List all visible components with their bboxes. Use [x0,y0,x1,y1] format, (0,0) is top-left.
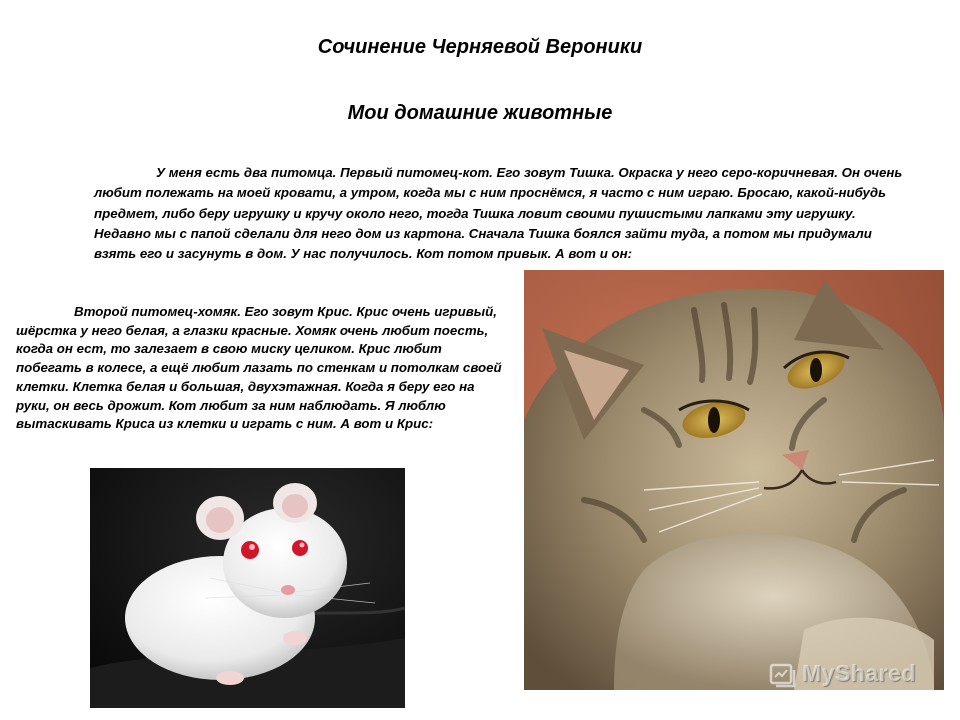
hamster-illustration [90,468,405,708]
cat-illustration [524,270,944,690]
watermark-logo-icon [768,660,798,690]
cat-photo [524,270,944,690]
document-subtitle: Мои домашние животные [347,102,613,124]
hamster-photo [90,468,405,708]
watermark [768,658,928,694]
document-title: Сочинение Черняевой Вероники [317,36,643,58]
paragraph-hamster: Второй питомец-хомяк. Его зовут Крис. Крис очень игривый, шёрстка у него белая, а глазки красные. Хомяк очень любит поесть, когда он ест, то залезает в свою миску целиком. Крис любит побегать в колесе, а ещё любит лазать по стенкам и потолкам своей клетки. Клетка белая и большая, двухэтажная. Когда я беру его на руки, он весь дрожит. Кот любит за ним наблюдать. Я люблю вытаскивать Криса из клетки и играть с ним. А вот и Крис: [16,304,502,432]
paragraph-cat: У меня есть два питомца. Первый питомец-кот. Его зовут Тишка. Окраска у него серо-коричневая. Он очень любит полежать на моей кровати, а утром, когда мы с ним проснёмся, я часто с ним играю. Бросаю, какой-нибудь предмет, либо беру игрушку и кручу около него, тогда Тишка ловит своими пушистыми лапками эту игрушку. Недавно мы с папой сделали для него дом из картона. Сначала Тишка боялся зайти туда, а потом мы придумали взять его и засунуть в дом. У нас получилось. Кот потом привык. А вот и он: [94,165,903,262]
watermark-text: MyShared [802,660,916,686]
